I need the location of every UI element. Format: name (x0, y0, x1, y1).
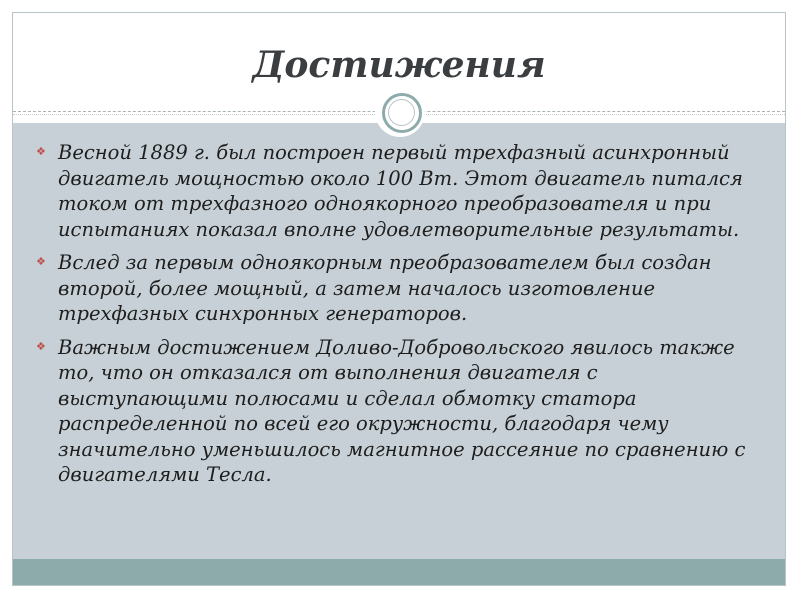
bullet-item (34, 335, 764, 488)
footer-band (13, 559, 785, 585)
bullet-list (34, 140, 764, 496)
circle-ornament-inner (388, 99, 415, 126)
bullet-item (34, 140, 764, 242)
diamond-bullet-icon: ❖ (36, 339, 46, 353)
bullet-text: Вслед за первым одноякорным преобразователем был создан второй, более мощный, а затем началось изготовление трехфазных синхронных генераторов. (58, 251, 712, 325)
diamond-bullet-icon: ❖ (36, 145, 46, 158)
bullet-item (34, 250, 764, 327)
bullet-text: Важным достижением Доливо-Добровольского явилось также то, что он отказался от выполнения двигателя с выступающими полюсами и сделал обмотку статора распределенной по всей его окружности, благодаря чему значительно уменьшилось магнитное рассеяние по сравнению с двигателями Тесла. (58, 335, 746, 486)
diamond-bullet-icon: ❖ (36, 255, 46, 268)
bullet-text: Весной 1889 г. был построен первый трехфазный асинхронный двигатель мощностью около 100 Вт. Этот двигатель питался током от трехфазного одноякорного преобразователя и при испытаниях показал вполне удовлетворительные результаты. (58, 141, 743, 241)
slide-title: Достижения (252, 44, 546, 86)
